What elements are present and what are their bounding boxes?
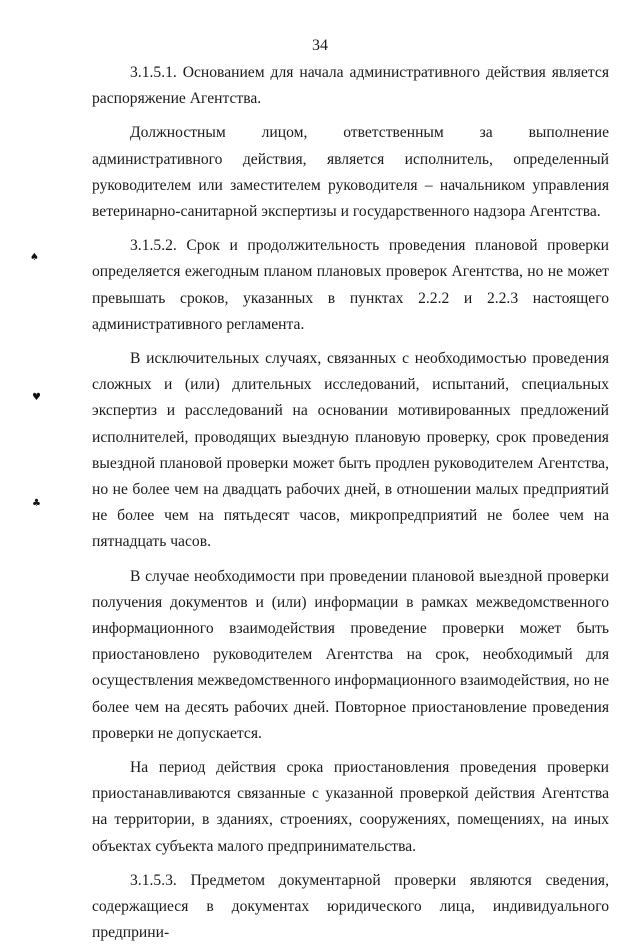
document-body — [92, 60, 609, 947]
margin-mark: ♣ — [32, 498, 41, 509]
paragraph-3-1-5-2: 3.1.5.2. Срок и продолжительность проведения плановой проверки определяется ежегодным планом плановых проверок Агентства, но не может превышать сроков, указанных в пунктах 2.2.2 и 2.2.3 настоящего административного регламента. — [92, 237, 609, 333]
paragraph-3-1-5-3: 3.1.5.3. Предметом документарной проверки являются сведения, содержащиеся в документах юридического лица, индивидуального предприни- — [92, 871, 609, 942]
paragraph-responsible-person: Должностным лицом, ответственным за выполнение административного действия, является исполнитель, определенный руководителем или заместителем руководителя – начальником управления ветеринарно-санитарной экспертизы и государственного надзора Агентства. — [92, 124, 609, 221]
margin-mark: ♥ — [32, 392, 41, 403]
paragraph-suspension: В случае необходимости при проведении плановой выездной проверки получения документов и (или) информации в рамках межведомственного информационного взаимодействия проведение проверки может быть приостановлено руководителем Агентства на срок, необходимый для осуществления межведомственного информационного взаимодействия, но не более чем на десять рабочих дней. Повторное приостановление проведения проверки не допускается. — [92, 567, 609, 742]
margin-mark: ♠ — [30, 252, 39, 263]
paragraph-3-1-5-1: 3.1.5.1. Основанием для начала административного действия является распоряжение Агентства. — [92, 64, 609, 108]
page-number: 34 — [312, 37, 328, 54]
paragraph-exceptional-cases: В исключительных случаях, связанных с необходимостью проведения сложных и (или) длительных исследований, испытаний, специальных экспертиз и расследований на основании мотивированных предложений исполнителей, проводящих выездную плановую проверку, срок проведения выездной плановой проверки может быть продлен руководителем Агентства, но не более чем на двадцать рабочих дней, в отношении малых предприятий не более чем на пятьдесят часов, микропредприятий не более чем на пятнадцать часов. — [92, 350, 609, 551]
paragraph-suspension-period: На период действия срока приостановления проведения проверки приостанавливаются связанные с указанной проверкой действия Агентства на территории, в зданиях, строениях, сооружениях, помещениях, на иных объектах субъекта малого предпринимательства. — [92, 759, 609, 855]
